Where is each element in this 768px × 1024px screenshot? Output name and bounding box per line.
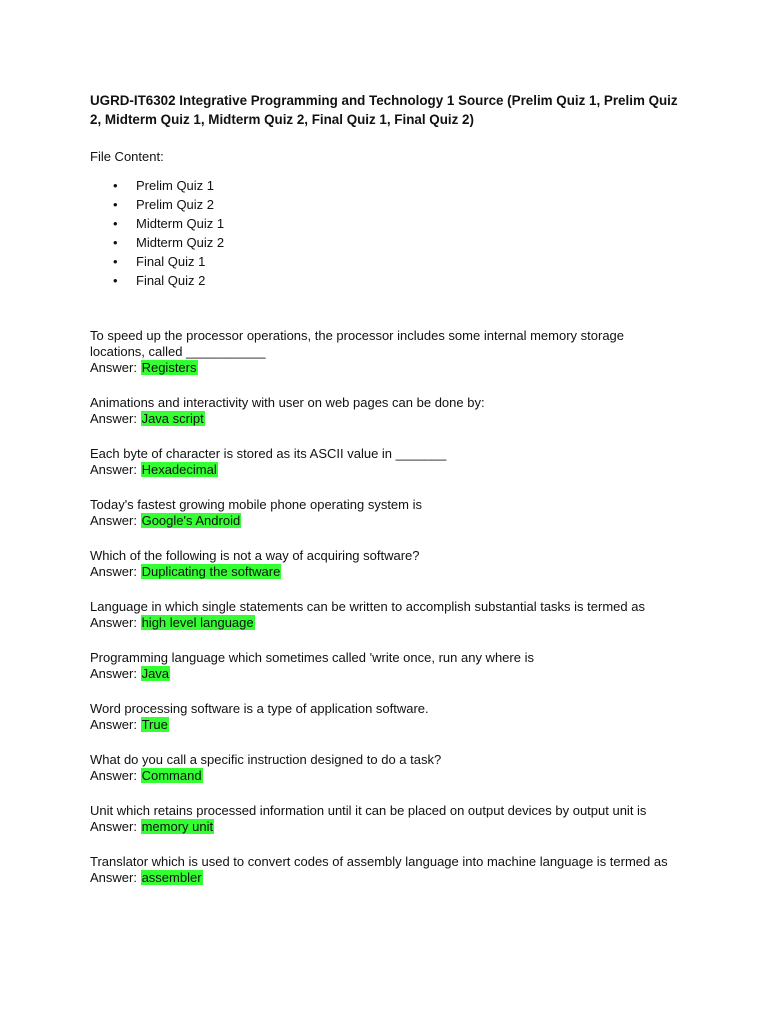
qa-item <box>90 497 678 529</box>
answer-highlight: Java <box>141 666 170 681</box>
answer-highlight: Hexadecimal <box>141 462 217 477</box>
answer-prefix: Answer: <box>90 411 141 426</box>
question-text: Word processing software is a type of application software. <box>90 701 429 716</box>
document-title: UGRD-IT6302 Integrative Programming and Technology 1 Source (Prelim Quiz 1, Prelim Quiz 2, Midterm Quiz 1, Midterm Quiz 2, Final Quiz 1, Final Quiz 2) <box>90 93 678 127</box>
question-text: Each byte of character is stored as its ASCII value in _______ <box>90 446 447 461</box>
answer-prefix: Answer: <box>90 768 141 783</box>
qa-item <box>90 650 678 682</box>
question-text: Language in which single statements can be written to accomplish substantial tasks is termed as <box>90 599 645 614</box>
answer-line <box>90 360 678 376</box>
question-text: Programming language which sometimes called 'write once, run any where is <box>90 650 534 665</box>
bullet-icon: • <box>113 216 118 231</box>
answer-line <box>90 564 678 580</box>
answer-line <box>90 768 678 784</box>
answer-highlight: Duplicating the software <box>141 564 281 579</box>
list-item: • Prelim Quiz 1 <box>113 178 215 193</box>
question-text: Today's fastest growing mobile phone operating system is <box>90 497 422 512</box>
question-text: Translator which is used to convert codes of assembly language into machine language is termed as <box>90 854 668 869</box>
bullet-icon: • <box>113 273 118 288</box>
answer-line <box>90 870 678 886</box>
qa-item <box>90 752 678 784</box>
answer-highlight: Google's Android <box>141 513 241 528</box>
answer-prefix: Answer: <box>90 513 141 528</box>
answer-highlight: Command <box>141 768 202 783</box>
answer-prefix: Answer: <box>90 666 141 681</box>
bullet-icon: • <box>113 254 118 269</box>
bullet-icon: • <box>113 178 118 193</box>
qa-item <box>90 701 678 733</box>
bullet-icon: • <box>113 197 118 212</box>
answer-highlight: assembler <box>141 870 202 885</box>
answer-line <box>90 411 678 427</box>
bullet-icon: • <box>113 235 118 250</box>
question-text: What do you call a specific instruction designed to do a task? <box>90 752 442 767</box>
answer-prefix: Answer: <box>90 564 141 579</box>
question-text: Animations and interactivity with user on web pages can be done by: <box>90 395 485 410</box>
list-item: • Midterm Quiz 2 <box>113 235 225 250</box>
answer-line <box>90 666 678 682</box>
qa-item <box>90 548 678 580</box>
list-item: • Midterm Quiz 1 <box>113 216 225 231</box>
answer-prefix: Answer: <box>90 462 141 477</box>
qa-item <box>90 395 678 427</box>
qa-item <box>90 803 678 835</box>
file-content-label: File Content: <box>90 149 164 164</box>
answer-highlight: high level language <box>141 615 254 630</box>
list-item: • Final Quiz 2 <box>113 273 206 288</box>
answer-line <box>90 513 678 529</box>
question-text: Which of the following is not a way of acquiring software? <box>90 548 420 563</box>
question-text: To speed up the processor operations, the processor includes some internal memory storage locations, called ___________ <box>90 328 625 359</box>
question-text: Unit which retains processed information until it can be placed on output devices by output unit is <box>90 803 647 818</box>
answer-prefix: Answer: <box>90 360 141 375</box>
answer-prefix: Answer: <box>90 717 141 732</box>
qa-item <box>90 854 678 886</box>
answer-prefix: Answer: <box>90 615 141 630</box>
list-item: • Prelim Quiz 2 <box>113 197 215 212</box>
answer-highlight: memory unit <box>141 819 214 834</box>
answer-line <box>90 717 678 733</box>
answer-line <box>90 462 678 478</box>
answer-highlight: True <box>141 717 168 732</box>
answer-highlight: Registers <box>141 360 197 375</box>
answer-line <box>90 615 678 631</box>
answer-line <box>90 819 678 835</box>
qa-item <box>90 599 678 631</box>
qa-item <box>90 446 678 478</box>
question-answer-list <box>90 328 678 886</box>
file-content-list <box>90 176 678 290</box>
answer-prefix: Answer: <box>90 819 141 834</box>
answer-prefix: Answer: <box>90 870 141 885</box>
list-item: • Final Quiz 1 <box>113 254 206 269</box>
qa-item <box>90 328 678 376</box>
answer-highlight: Java script <box>141 411 204 426</box>
